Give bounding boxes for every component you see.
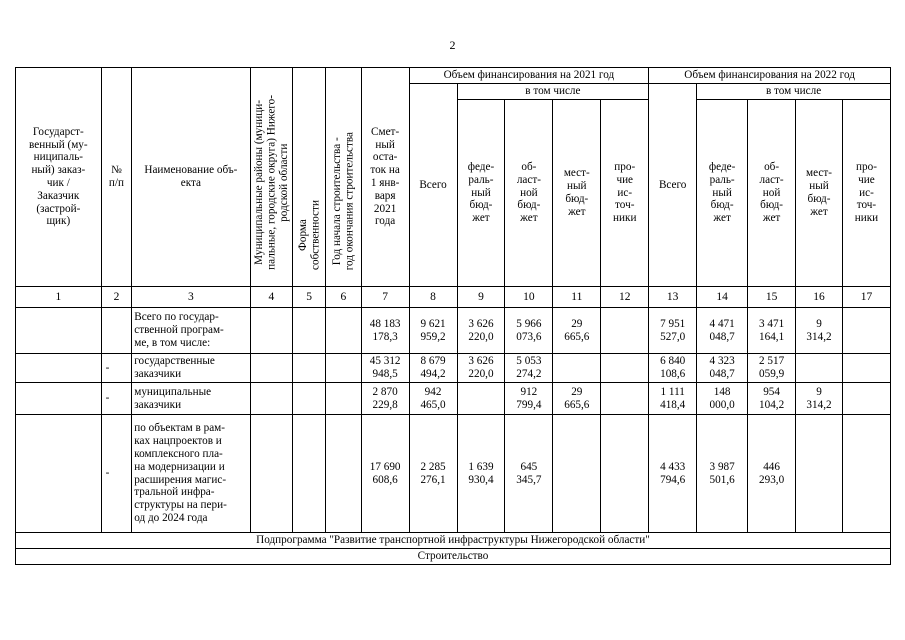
header-2021-regional: об- ласт- ной бюд- жет [505, 100, 553, 287]
table-row-state-customers [16, 354, 891, 383]
subprogram-row [16, 533, 891, 549]
cell-estimate: 45 312 948,5 [361, 354, 409, 383]
row-name: по объектам в рам- ках нацпроектов и комплексного пла- на модернизации и расширения магис- тральной инфра- структуры на пери- од до 2024 года [132, 415, 250, 533]
cell-2022-total: 7 951 527,0 [649, 308, 697, 354]
cell-2022-total: 1 111 418,4 [649, 383, 697, 415]
col-num: 7 [361, 287, 409, 308]
cell-district [250, 383, 293, 415]
cell-2021-other [601, 383, 649, 415]
cell-2022-local [796, 415, 843, 533]
cell-2022-regional: 3 471 164,1 [748, 308, 796, 354]
header-2022-federal: феде- раль- ный бюд- жет [697, 100, 748, 287]
header-years [325, 68, 361, 287]
cell-2021-local [553, 415, 601, 533]
col-num: 12 [601, 287, 649, 308]
financing-table [15, 67, 891, 565]
cell-2021-federal [457, 383, 505, 415]
col-num: 1 [16, 287, 102, 308]
cell-2021-total: 2 285 276,1 [409, 415, 457, 533]
col-num: 5 [293, 287, 326, 308]
col-num: 8 [409, 287, 457, 308]
row-name: Всего по государ- ственной програм- ме, в том числе: [132, 308, 250, 354]
cell-estimate: 2 870 229,8 [361, 383, 409, 415]
col-num: 3 [132, 287, 250, 308]
cell-2022-other [842, 383, 890, 415]
header-ownership-text: Форма собственности [296, 200, 322, 270]
row-name: государственные заказчики [132, 354, 250, 383]
cell-district [250, 354, 293, 383]
table-row-national-projects [16, 415, 891, 533]
row-marker: - [101, 383, 132, 415]
cell-2021-federal: 1 639 930,4 [457, 415, 505, 533]
cell-district [250, 308, 293, 354]
header-2022-total: Всего [649, 84, 697, 287]
section-title: Строительство [16, 549, 891, 565]
header-2021-federal: феде- раль- ный бюд- жет [457, 100, 505, 287]
col-num: 14 [697, 287, 748, 308]
col-num: 11 [553, 287, 601, 308]
cell-2022-total: 6 840 108,6 [649, 354, 697, 383]
cell-2021-regional: 5 053 274,2 [505, 354, 553, 383]
cell-2021-regional: 5 966 073,6 [505, 308, 553, 354]
col-num: 2 [101, 287, 132, 308]
col-num: 4 [250, 287, 293, 308]
col-num: 13 [649, 287, 697, 308]
cell-estimate: 48 183 178,3 [361, 308, 409, 354]
cell-2022-local [796, 354, 843, 383]
cell-ownership [293, 383, 326, 415]
header-districts [250, 68, 293, 287]
row-marker: - [101, 354, 132, 383]
row-marker [101, 308, 132, 354]
cell-2021-local [553, 354, 601, 383]
cell-2022-total: 4 433 794,6 [649, 415, 697, 533]
column-numbers-row [16, 287, 891, 308]
row-name: муниципальные заказчики [132, 383, 250, 415]
cell-2021-federal: 3 626 220,0 [457, 354, 505, 383]
header-customer: Государст- венный (му- ниципаль- ный) заказ- чик / Заказчик (застрой- щик) [16, 68, 102, 287]
cell-customer [16, 415, 102, 533]
cell-2021-local: 29 665,6 [553, 308, 601, 354]
col-num: 10 [505, 287, 553, 308]
cell-2022-other [842, 415, 890, 533]
cell-2022-regional: 446 293,0 [748, 415, 796, 533]
header-2022-other: про- чие ис- точ- ники [842, 100, 890, 287]
cell-estimate: 17 690 608,6 [361, 415, 409, 533]
cell-2021-total: 8 679 494,2 [409, 354, 457, 383]
header-object-name: Наименование объ- екта [132, 68, 250, 287]
cell-2022-regional: 954 104,2 [748, 383, 796, 415]
cell-2021-local: 29 665,6 [553, 383, 601, 415]
header-districts-text: Муниципальные районы (муници- пальные, городские округа) Нижего- родской области [252, 95, 290, 270]
cell-ownership [293, 308, 326, 354]
cell-2022-federal: 148 000,0 [697, 383, 748, 415]
header-2021-including: в том числе [457, 84, 649, 100]
cell-years [325, 383, 361, 415]
header-number: № п/п [101, 68, 132, 287]
cell-years [325, 354, 361, 383]
header-2022-regional: об- ласт- ной бюд- жет [748, 100, 796, 287]
col-num: 6 [325, 287, 361, 308]
cell-2021-total: 942 465,0 [409, 383, 457, 415]
cell-customer [16, 383, 102, 415]
subprogram-title: Подпрограмма "Развитие транспортной инфраструктуры Нижегородской области" [16, 533, 891, 549]
header-fin-2021: Объем финансирования на 2021 год [409, 68, 649, 84]
cell-ownership [293, 415, 326, 533]
cell-customer [16, 354, 102, 383]
cell-2021-other [601, 415, 649, 533]
header-2021-total: Всего [409, 84, 457, 287]
cell-2022-federal: 4 323 048,7 [697, 354, 748, 383]
cell-2022-federal: 3 987 501,6 [697, 415, 748, 533]
header-years-text: Год начала строительства - год окончания строительства [330, 131, 356, 270]
col-num: 17 [842, 287, 890, 308]
cell-2022-regional: 2 517 059,9 [748, 354, 796, 383]
cell-2021-regional: 912 799,4 [505, 383, 553, 415]
cell-2022-other [842, 308, 890, 354]
header-fin-2022: Объем финансирования на 2022 год [649, 68, 891, 84]
cell-2021-other [601, 354, 649, 383]
cell-2022-local: 9 314,2 [796, 308, 843, 354]
header-2021-local: мест- ный бюд- жет [553, 100, 601, 287]
col-num: 9 [457, 287, 505, 308]
header-ownership [293, 68, 326, 287]
cell-2022-local: 9 314,2 [796, 383, 843, 415]
header-estimate-balance: Смет- ный оста- ток на 1 янв- варя 2021 года [361, 68, 409, 287]
cell-2022-other [842, 354, 890, 383]
section-row [16, 549, 891, 565]
cell-ownership [293, 354, 326, 383]
cell-years [325, 415, 361, 533]
header-2021-other: про- чие ис- точ- ники [601, 100, 649, 287]
cell-years [325, 308, 361, 354]
page-number: 2 [449, 38, 456, 52]
header-row-1 [16, 68, 891, 84]
row-marker: - [101, 415, 132, 533]
header-2022-local: мест- ный бюд- жет [796, 100, 843, 287]
cell-district [250, 415, 293, 533]
cell-2021-regional: 645 345,7 [505, 415, 553, 533]
col-num: 16 [796, 287, 843, 308]
cell-2022-federal: 4 471 048,7 [697, 308, 748, 354]
table-row-total [16, 308, 891, 354]
table-row-municipal-customers [16, 383, 891, 415]
cell-2021-other [601, 308, 649, 354]
cell-customer [16, 308, 102, 354]
cell-2021-federal: 3 626 220,0 [457, 308, 505, 354]
cell-2021-total: 9 621 959,2 [409, 308, 457, 354]
col-num: 15 [748, 287, 796, 308]
header-2022-including: в том числе [697, 84, 891, 100]
